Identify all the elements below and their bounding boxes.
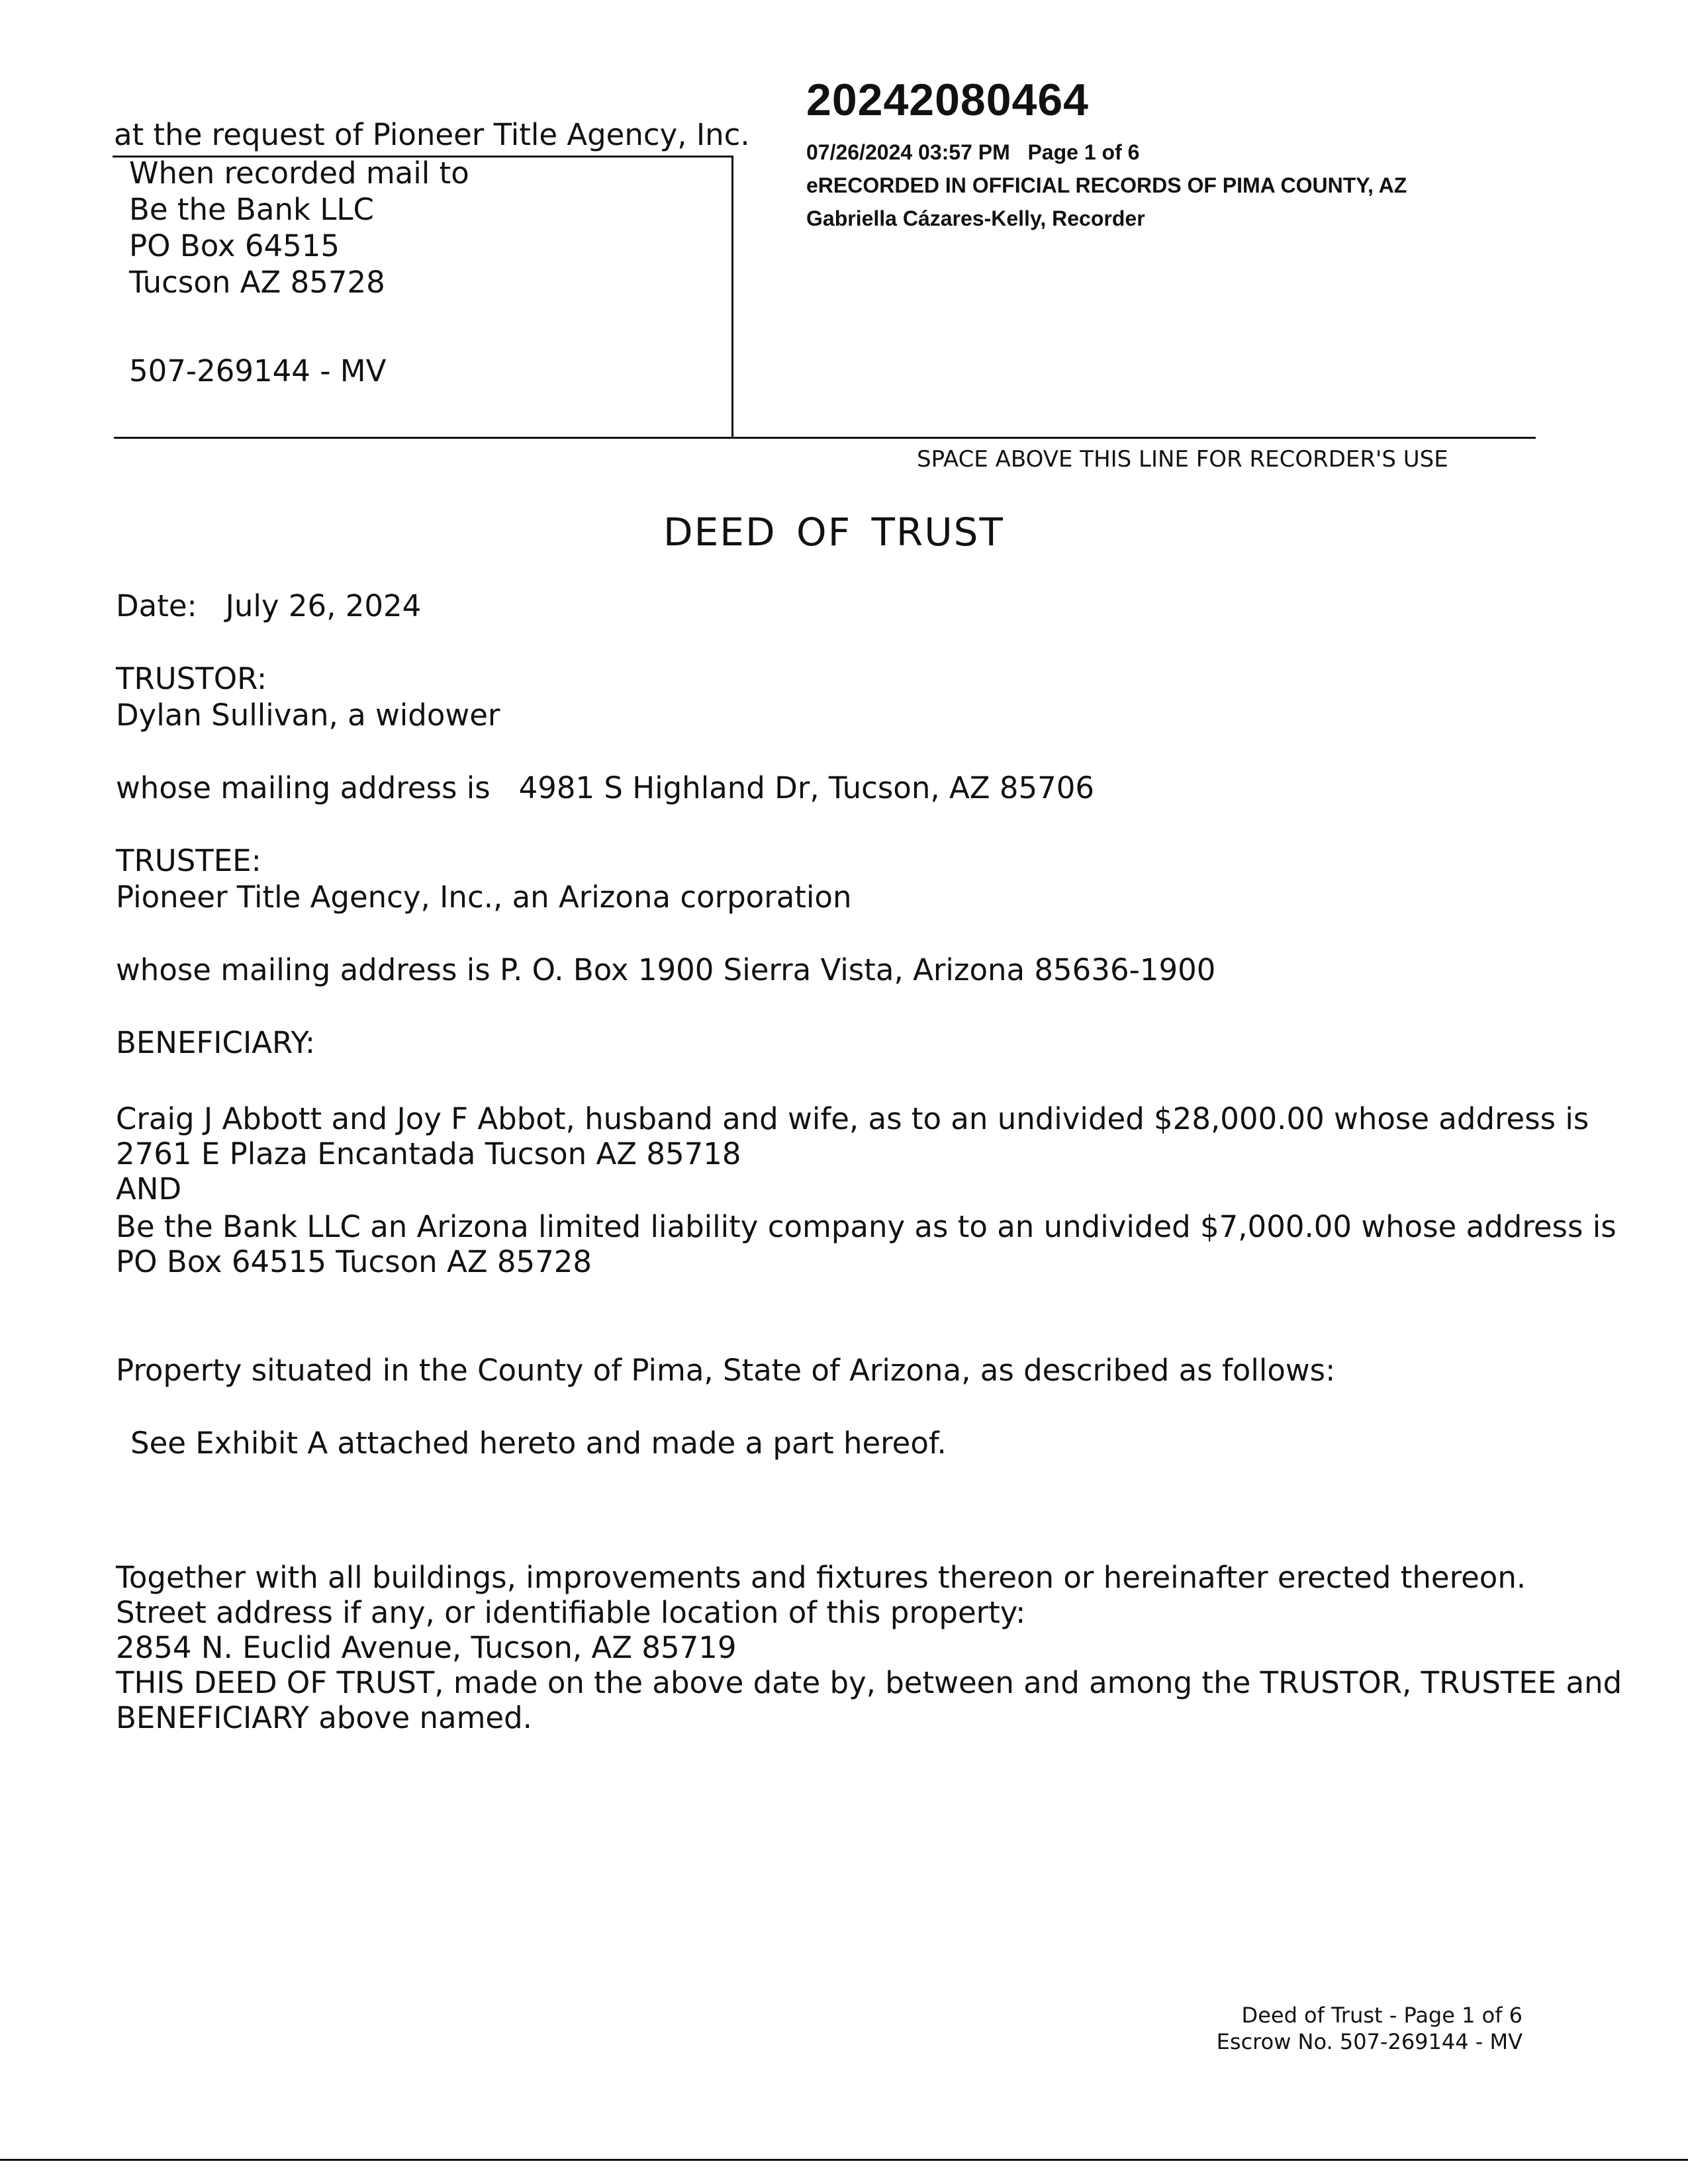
deed-made-line-2: BENEFICIARY above named. — [116, 1700, 532, 1735]
escrow-ref: 507-269144 - MV — [129, 353, 387, 388]
property-situated: Property situated in the County of Pima, State of Arizona, as described as follows: — [116, 1353, 1336, 1388]
trustor-address-label: whose mailing address is — [116, 770, 491, 805]
trustor-address: 4981 S Highland Dr, Tucson, AZ 85706 — [518, 770, 1095, 805]
footer-escrow: Escrow No. 507-269144 - MV — [1216, 2029, 1523, 2054]
request-line: at the request of Pioneer Title Agency, Inc. — [114, 117, 750, 152]
recording-datetime-line — [806, 140, 1139, 165]
trustor-name: Dylan Sullivan, a widower — [116, 698, 500, 733]
recorder-divider — [114, 437, 1536, 439]
property-street: 2854 N. Euclid Avenue, Tucson, AZ 85719 — [116, 1630, 737, 1665]
bottom-rule — [0, 2159, 1688, 2161]
trustee-name: Pioneer Title Agency, Inc., an Arizona corporation — [116, 880, 852, 915]
document-title: DEED OF TRUST — [663, 510, 1004, 555]
beneficiary-line-2: 2761 E Plaza Encantada Tucson AZ 85718 — [116, 1136, 741, 1171]
recorder-name: Gabriella Cázares-Kelly, Recorder — [806, 206, 1145, 230]
beneficiary-label: BENEFICIARY: — [116, 1025, 316, 1060]
trustee-label: TRUSTEE: — [116, 843, 261, 878]
trustor-address-line — [116, 771, 1094, 805]
property-exhibit: See Exhibit A attached hereto and made a part hereof. — [130, 1426, 947, 1461]
date-value: July 26, 2024 — [225, 588, 422, 623]
space-above-note: SPACE ABOVE THIS LINE FOR RECORDER'S USE — [917, 446, 1448, 473]
property-street-label: Street address if any, or identifiable location of this property: — [116, 1595, 1026, 1630]
beneficiary-line-3: AND — [116, 1171, 182, 1206]
trustee-address: whose mailing address is P. O. Box 1900 Sierra Vista, Arizona 85636-1900 — [116, 952, 1216, 987]
footer-page: Deed of Trust - Page 1 of 6 — [1241, 2003, 1523, 2028]
beneficiary-line-5: PO Box 64515 Tucson AZ 85728 — [116, 1244, 592, 1279]
beneficiary-line-4: Be the Bank LLC an Arizona limited liability company as to an undivided $7,000.00 whose address is — [116, 1209, 1617, 1244]
trustor-label: TRUSTOR: — [116, 661, 267, 696]
date-label: Date: — [116, 588, 197, 623]
beneficiary-line-1: Craig J Abbott and Joy F Abbot, husband and wife, as to an undivided $28,000.00 whose address is — [116, 1101, 1589, 1136]
recording-number: 20242080464 — [806, 75, 1090, 125]
recording-datetime: 07/26/2024 03:57 PM — [806, 140, 1010, 164]
mail-to-line-4: Tucson AZ 85728 — [129, 265, 385, 300]
mail-to-line-1: When recorded mail to — [129, 156, 469, 191]
date-line — [116, 589, 421, 623]
property-together: Together with all buildings, improvements and fixtures thereon or hereinafter erected thereon. — [116, 1560, 1526, 1595]
recorded-in: eRECORDED IN OFFICIAL RECORDS OF PIMA COUNTY, AZ — [806, 173, 1407, 197]
recording-page: Page 1 of 6 — [1027, 140, 1140, 164]
mail-to-line-2: Be the Bank LLC — [129, 192, 374, 227]
mail-to-line-3: PO Box 64515 — [129, 228, 340, 263]
deed-made-line-1: THIS DEED OF TRUST, made on the above date by, between and among the TRUSTOR, TRUSTEE and — [116, 1665, 1622, 1700]
